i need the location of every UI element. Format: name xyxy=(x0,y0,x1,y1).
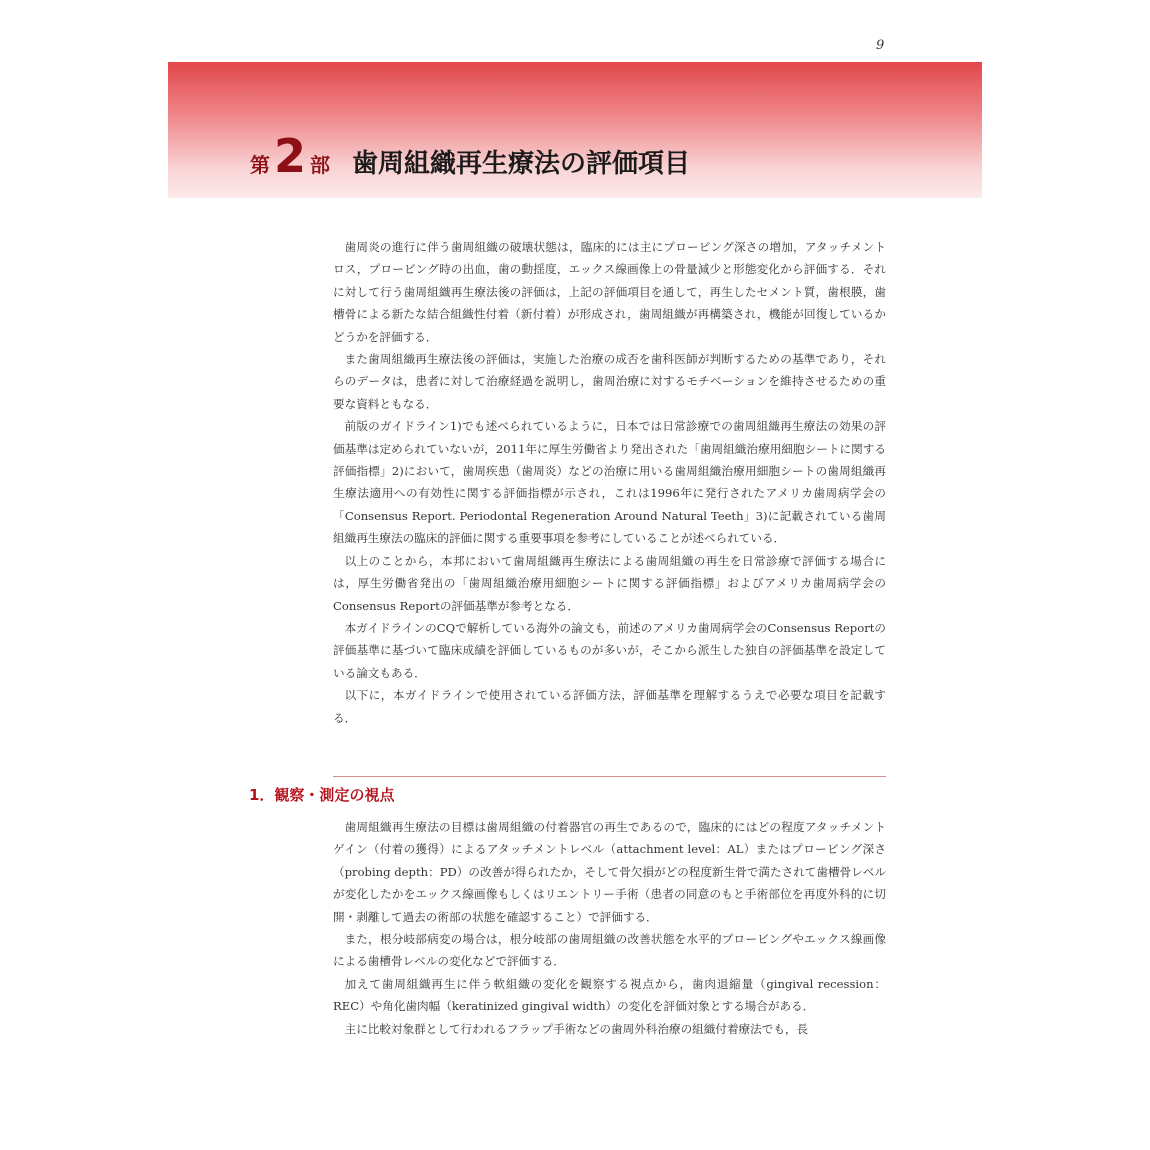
section-text xyxy=(333,816,886,1040)
intro-paragraph: また歯周組織再生療法後の評価は，実施した治療の成否を歯科医師が判断するための基準であり，それらのデータは，患者に対して治療経過を説明し，歯周治療に対するモチベーションを維持させるための重要な資料ともなる． xyxy=(333,352,886,411)
section-heading: 1．観察・測定の視点 xyxy=(249,786,395,804)
part-suffix: 部 xyxy=(310,153,331,177)
intro-paragraph: 前版のガイドライン1)でも述べられているように，日本では日常診療での歯周組織再生療法の効果の評価基準は定められていないが，2011年に厚生労働省より発出された「歯周組織治療用細胞シートに関する評価指標」2)において，歯周疾患（歯周炎）などの治療に用いる歯周組織治療用細胞シートの歯周組織再生療法適用への有効性に関する評価指標が示され，これは1996年に発行されたアメリカ歯周病学会の「Consensus Report. Periodontal Regeneration Around Natural Teeth」3)に記載されている歯周組織再生療法の臨床的評価に関する重要事項を参考にしていることが述べられている． xyxy=(333,419,886,546)
part-banner xyxy=(168,62,982,198)
section-paragraph: 主に比較対象群として行われるフラップ手術などの歯周外科治療の組織付着療法でも，長 xyxy=(344,1021,809,1036)
page-number: 9 xyxy=(876,38,885,53)
section-paragraph: 歯周組織再生療法の目標は歯周組織の付着器官の再生であるので，臨床的にはどの程度アタッチメントゲイン（付着の獲得）によるアタッチメントレベル（attachment level：AL）またはプロービング深さ（probing depth：PD）の改善が得られたか，そして骨欠損がどの程度新生骨で満たされて歯槽骨レベルが変化したかをエックス線画像もしくはリエントリー手術（患者の同意のもと手術部位を再度外科的に切開・剥離して過去の術部の状態を確認すること）で評価する． xyxy=(333,820,886,924)
section-paragraph: また，根分岐部病変の場合は，根分岐部の歯周組織の改善状態を水平的プロービングやエックス線画像による歯槽骨レベルの変化などで評価する． xyxy=(333,932,886,969)
part-number: 2 xyxy=(274,129,307,183)
part-prefix: 第 xyxy=(250,153,270,177)
intro-paragraph: 本ガイドラインのCQで解析している海外の論文も，前述のアメリカ歯周病学会のConsensus Reportの評価基準に基づいて臨床成績を評価しているものが多いが，そこから派生した独自の評価基準を設定している論文もある． xyxy=(333,620,886,680)
intro-paragraph: 歯周炎の進行に伴う歯周組織の破壊状態は，臨床的には主にプロービング深さの増加，アタッチメントロス，プロービング時の出血，歯の動揺度，エックス線画像上の骨量減少と形態変化から評価する．それに対して行う歯周組織再生療法後の評価は，上記の評価項目を通して，再生したセメント質，歯根膜，歯槽骨による新たな結合組織性付着（新付着）が形成され，歯周組織が再構築され，機能が回復しているかどうかを評価する． xyxy=(333,240,886,344)
part-title: 歯周組織再生療法の評価項目 xyxy=(352,149,691,179)
intro-paragraph: 以上のことから，本邦において歯周組織再生療法による歯周組織の再生を日常診療で評価する場合には，厚生労働省発出の「歯周組織治療用細胞シートに関する評価指標」およびアメリカ歯周病学会のConsensus Reportの評価基準が参考となる． xyxy=(333,553,886,613)
section-divider xyxy=(333,776,886,777)
section-paragraph: 加えて歯周組織再生に伴う軟組織の変化を観察する視点から，歯肉退縮量（gingival recession：REC）や角化歯肉幅（keratinized gingival width）の変化を評価対象とする場合がある． xyxy=(333,976,886,1014)
part-heading xyxy=(250,129,691,183)
intro-paragraph: 以下に，本ガイドラインで使用されている評価方法，評価基準を理解するうえで必要な項目を記載する． xyxy=(333,688,886,725)
intro-text xyxy=(333,236,886,729)
